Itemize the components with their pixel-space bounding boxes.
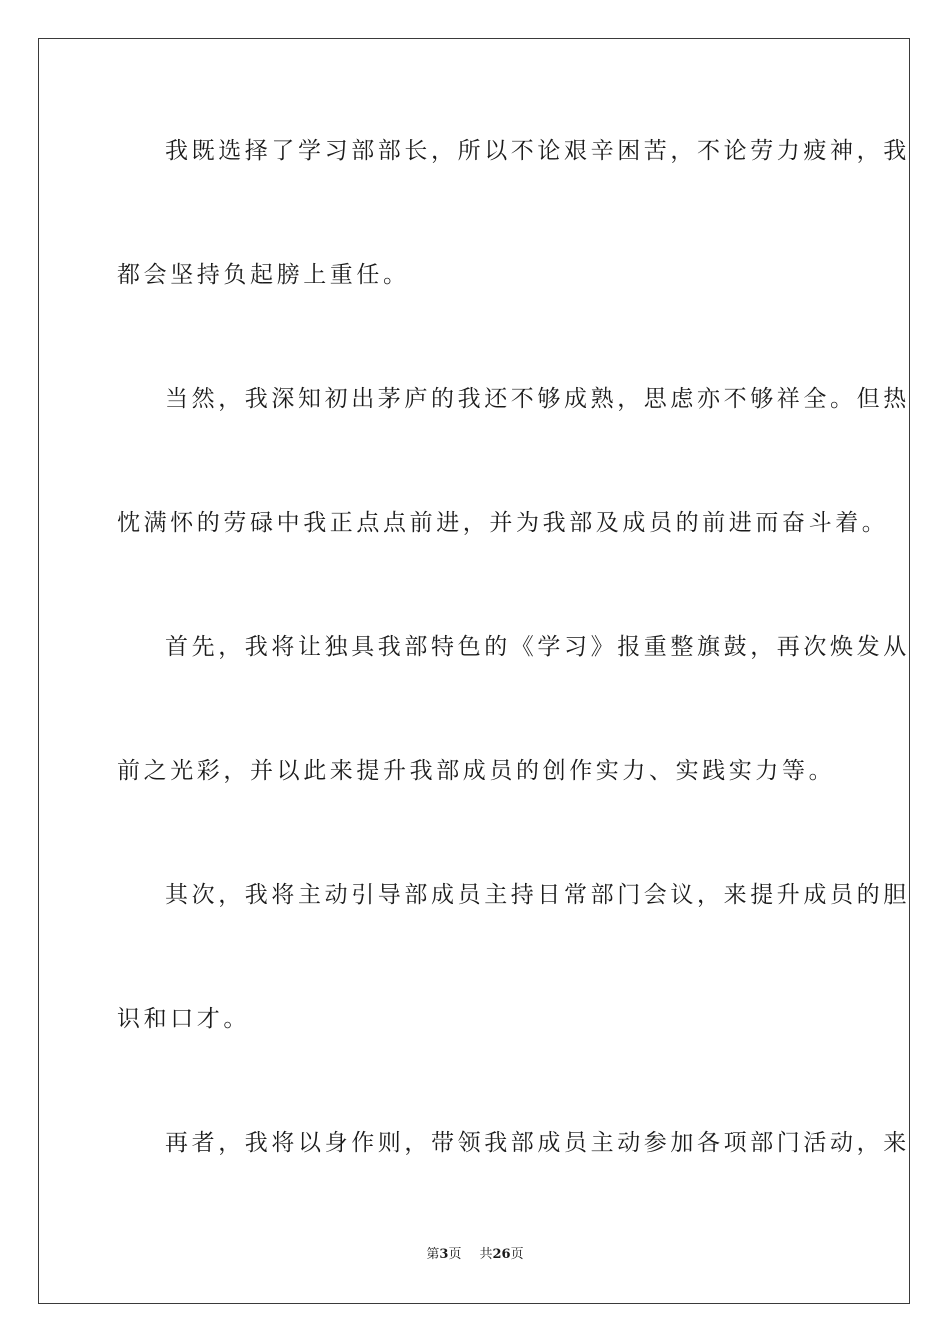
paragraph-3-line-1: 首先，我将让独具我部特色的《学习》报重整旗鼓，再次焕发从 xyxy=(165,634,910,660)
page-total: 共26页 xyxy=(479,1247,524,1262)
paragraph-2-line-1: 当然，我深知初出茅庐的我还不够成熟，思虑亦不够祥全。但热 xyxy=(165,386,910,412)
paragraph-4-line-1: 其次，我将主动引导部成员主持日常部门会议，来提升成员的胆 xyxy=(165,882,910,908)
paragraph-1-line-2: 都会坚持负起膀上重任。 xyxy=(117,262,410,288)
paragraph-5-line-1: 再者，我将以身作则，带领我部成员主动参加各项部门活动，来 xyxy=(165,1130,910,1156)
paragraph-3-line-2: 前之光彩，并以此来提升我部成员的创作实力、实践实力等。 xyxy=(117,758,836,784)
page-border xyxy=(38,38,910,1304)
page-number: 第3页 xyxy=(426,1247,462,1262)
paragraph-2-line-2: 忱满怀的劳碌中我正点点前进，并为我部及成员的前进而奋斗着。 xyxy=(117,510,889,536)
paragraph-1-line-1: 我既选择了学习部部长，所以不论艰辛困苦，不论劳力疲神，我 xyxy=(165,138,910,164)
paragraph-4-line-2: 识和口才。 xyxy=(117,1006,250,1032)
page-footer xyxy=(0,1246,950,1264)
